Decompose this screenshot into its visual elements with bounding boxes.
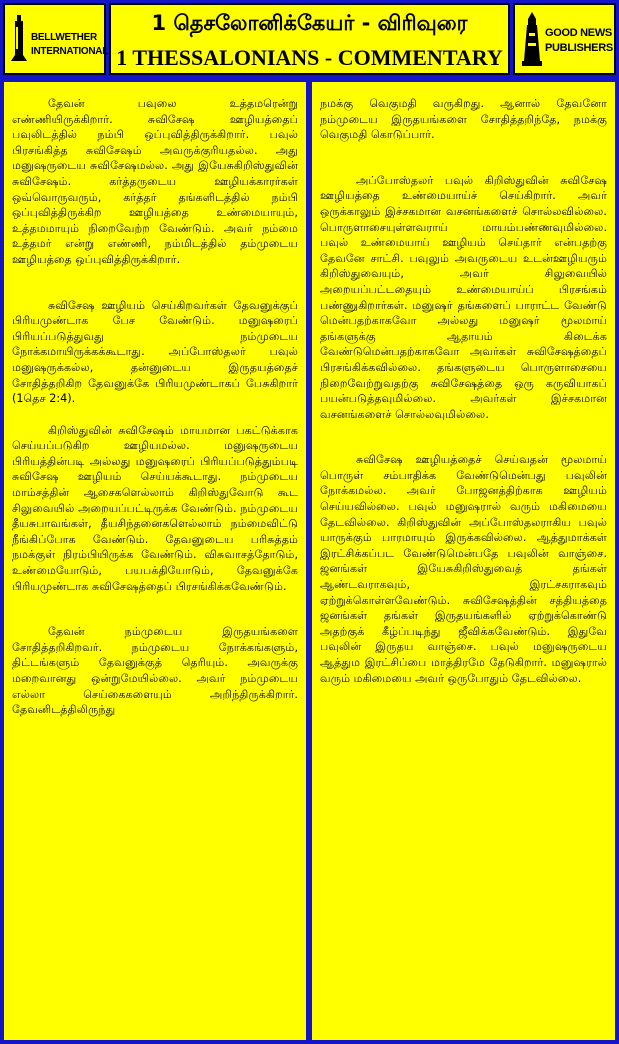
paragraph: சுவிசேஷ ஊழியத்தைச் செய்வதன் மூலமாய் பொருள் சம்பாதிக்க வேண்டுமென்பது பவுலின் நோக்கமல்ல. அவர் போஜனத்திற்காக ஊழியம் செய்யவில்லை. பவுல் மனுஷரால் வரும் மகிமையை தேடவில்லை. கிறிஸ்துவின் அப்போஸ்தலராகிய பவுல் யாருக்கும் பாரமாயும் இருக்கவில்லை. ஆத்துமாக்கள் இரட்சிக்கப்பட வேண்டுமென்பதே பவுலின் வாஞ்சை. ஜனங்கள் இயேசுகிறிஸ்துவைத் தங்கள் ஆண்டவராகவும், இரட்சகராகவும் ஏற்றுக்கொள்ளவேண்டும். சுவிசேஷத்தின் சத்தியத்தை ஜனங்கள் தங்கள் இருதயங்களில் ஏற்றுக்கொண்டு அதற்குக் கீழ்ப்படிந்து ஜீவிக்கவேண்டும். இதுவே பவுலின் இருதய வாஞ்சை. பவுல் மனுஷருடைய ஆத்தும இரட்சிப்பை மாத்திரமே தேடுகிறார். மனுஷரால் வரும் மகிமையை அவர் ஒருபோதும் தேடவில்லை. xyxy=(320,453,607,685)
bellwether-line2: INTERNATIONAL xyxy=(31,46,109,57)
good-news-line2: PUBLISHERS xyxy=(545,42,613,54)
paragraph: நமக்கு வெகுமதி வருகிறது. ஆனால் தேவனோ நம்முடைய இருதயங்களை சோதித்தறிந்தே, நமக்கு வெகுமதி கொடுப்பார். xyxy=(320,97,607,142)
good-news-logo xyxy=(513,3,616,75)
left-column xyxy=(4,82,306,1040)
header xyxy=(0,0,619,80)
title-english: 1 THESSALONIANS - COMMENTARY xyxy=(116,45,503,70)
paragraph: அப்போஸ்தலர் பவுல் கிறிஸ்துவின் சுவிசேஷ ஊழியத்தை உண்மையாய்ச் செய்கிறார். அவர் ஒருக்காலும் இச்சகமான வசனங்களைச் சொல்லவில்லை. பொருளாசையுள்ளவராய் மாயம்பண்ணவுமில்லை. பவுல் உண்மையாய் ஊழியம் செய்தார் என்பதற்கு தேவனே சாட்சி. பவுலும் அவருடைய உடன்ஊழியரும் கிறிஸ்துவையும், அவர் சிலுவையில் அறையப்பட்டதையும் உண்மையாய்ப் பிரசங்கம் பண்ணுகிறார்கள். மனுஷர் தங்களைப் பாராட்ட வேண்டு மென்பதற்காகவோ அல்லது மனுஷர் மூலமாய் தங்களுக்கு ஆதாயம் கிடைக்க வேண்டுமென்பதற்காகவோ அவர்கள் சுவிசேஷத்தைப் பிரசங்கிக்கவில்லை. தங்களுடைய பொருளாசையை நிறைவேற்றுவதற்கு சுவிசேஷத்தை ஒரு கருவியாகப் பயன்படுத்தவுமில்லை. அவர்கள் இச்சகமான வசனங்களைச் சொல்லவுமில்லை. xyxy=(320,173,607,421)
title-tamil: 1 தெசலோனிக்கேயர் - விரிவுரை xyxy=(151,11,468,35)
lighthouse-icon xyxy=(521,11,543,67)
right-column xyxy=(312,82,615,1040)
paragraph: சுவிசேஷ ஊழியம் செய்கிறவர்கள் தேவனுக்குப் பிரியமுண்டாக பேச வேண்டும். மனுஷரைப் பிரியப்படுத்துவது நம்முடைய நோக்கமாயிருக்கக்கூடாது. அப்போஸ்தலர் பவுல் மனுஷருக்கல்ல, தன்னுடைய இருதயத்தைச் சோதித்தறிகிற தேவனுக்கே பிரியமுண்டாகப் பேசுகிறார் (1தெச 2:4). xyxy=(12,298,298,406)
paragraph: தேவன் பவுலை உத்தமரென்று எண்ணியிருக்கிறார். சுவிசேஷ ஊழியத்தைப் பவுலிடத்தில் நம்பி ஒப்புவித்திருக்கிறார். பவுல் பிரசங்கித்த சுவிசேஷம் அவருக்குரியதல்ல. அது மனுஷருடைய சுவிசேஷமல்ல. அது இயேசுகிறிஸ்துவின் சுவிசேஷம். கர்த்தருடைய ஊழியக்காரர்கள் ஒவ்வொருவரும், கர்த்தர் தங்களிடத்தில் நம்பி ஒப்புவித்திருக்கிற ஊழியத்தை உண்மையாயும், உத்தமமாயும் நிறைவேற்ற வேண்டும். அவர் நம்மை உத்தமர் என்று எண்ணி, நம்மிடத்தில் தம்முடைய ஊழியத்தை ஒப்புவித்திருக்கிறார். xyxy=(12,97,298,266)
paragraph: தேவன் நம்முடைய இருதயங்களை சோதித்தறிகிறவர். நம்முடைய நோக்கங்களும், திட்டங்களும் தேவனுக்குத் தெரியும். அவருக்கு மறைவானது ஒன்றுமேயில்லை. அவர் நம்முடைய எல்லா செய்கைகளையும் அறிந்திருக்கிறார். தேவனிடத்திலிருந்து xyxy=(12,625,298,717)
good-news-line1: GOOD NEWS xyxy=(545,27,612,39)
bellwether-line1: BELLWETHER xyxy=(31,32,97,43)
title-banner xyxy=(109,3,510,75)
bellwether-icon xyxy=(10,13,28,63)
bellwether-logo xyxy=(3,3,109,75)
paragraph: கிறிஸ்துவின் சுவிசேஷம் மாயமான பகட்டுக்காக செய்யப்படுகிற ஊழியமல்ல. மனுஷருடைய பிரியத்தின்படி அல்லது மனுஷரைப் பிரியப்படுத்தும்படி சுவிசேஷ ஊழியம் செய்யக்கூடாது. நம்முடைய மாம்சத்தின் ஆசைகளெல்லாம் கிறிஸ்துவோடு கூட சிலுவையில் அறையப்பட்டிருக்க வேண்டும். நம்முடைய தீயசுபாவங்கள், தீயசிந்தனைகளெல்லாம் நம்மைவிட்டு நீங்கிப்போக வேண்டும். தேவனுடைய பரிசுத்தம் நமக்குள் நிரம்பியிருக்க வேண்டும். விசுவாசத்தோடும், உண்மையோடும், பயபக்தியோடும், தேவனுக்கே பிரியமுண்டாக சுவிசேஷத்தைப் பிரசங்கிக்கவேண்டும். xyxy=(12,423,298,593)
